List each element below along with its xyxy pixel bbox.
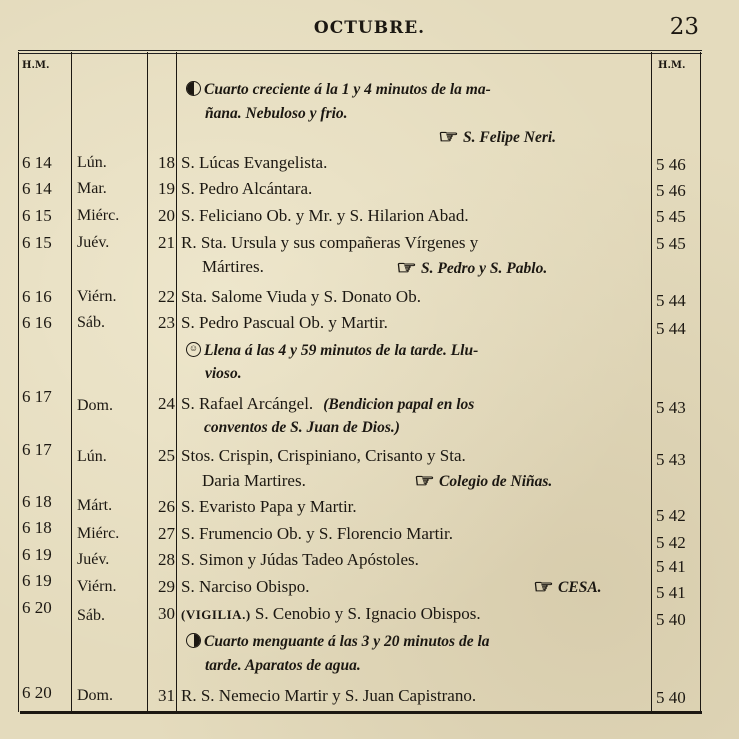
sunset-time: 5 46 [656, 155, 686, 174]
moon-phase-note: ☺ Llena á las 4 y 59 minutos de la tarde. Llu- [186, 341, 478, 361]
saint-entry-cont: conventos de S. Juan de Dios.) [204, 419, 400, 436]
sunset-time: 5 40 [656, 688, 686, 707]
sunset-time: 5 45 [656, 234, 686, 253]
full-moon-icon: ☺ [186, 342, 201, 357]
sunrise-time: 6 19 [22, 545, 52, 564]
day-number: 18 [158, 153, 175, 172]
column-divider [651, 52, 652, 712]
column-divider [176, 52, 177, 712]
first-quarter-moon-icon [186, 81, 201, 96]
day-number: 22 [158, 287, 175, 306]
weekday: Mar. [77, 180, 107, 197]
sunset-time: 5 40 [656, 610, 686, 629]
pointing-hand-icon: ☞ [414, 471, 435, 492]
pointing-hand-icon: ☞ [396, 258, 417, 279]
month-title: OCTUBRE. [313, 18, 426, 38]
sunrise-time: 6 14 [22, 179, 52, 198]
last-quarter-moon-icon [186, 633, 201, 648]
pointing-hand-icon: ☞ [533, 577, 554, 598]
weekday: Sáb. [77, 314, 105, 331]
day-number: 26 [158, 497, 175, 516]
day-number: 21 [158, 233, 175, 252]
saint-entry: Sta. Salome Viuda y S. Donato Ob. [181, 287, 421, 306]
day-number: 31 [158, 686, 175, 705]
sunrise-time: 6 14 [22, 153, 52, 172]
moon-phase-note-cont: vioso. [205, 365, 242, 382]
saint-entry: S. Frumencio Ob. y S. Florencio Martir. [181, 524, 453, 543]
sunrise-time: 6 20 [22, 683, 52, 702]
saint-entry: S. Narciso Obispo. [181, 577, 310, 596]
day-number: 29 [158, 577, 175, 596]
column-divider [18, 52, 19, 712]
sunrise-time: 6 18 [22, 518, 52, 537]
sunset-time: 5 42 [656, 533, 686, 552]
sunrise-time: 6 16 [22, 313, 52, 332]
feast-note: ☞ CESA. [533, 577, 602, 598]
sunrise-time: 6 17 [22, 440, 52, 459]
weekday: Juév. [77, 234, 110, 251]
day-number: 23 [158, 313, 175, 332]
saint-entry: R. Sta. Ursula y sus compañeras Vírgenes y [181, 233, 479, 252]
weekday: Viérn. [77, 578, 117, 595]
saint-entry: S. Simon y Júdas Tadeo Apóstoles. [181, 550, 419, 569]
moon-phase-note: Cuarto menguante á las 3 y 20 minutos de la [186, 632, 490, 652]
moon-phase-note-cont: tarde. Aparatos de agua. [205, 657, 361, 674]
saint-entry: S. Pedro Pascual Ob. y Martir. [181, 313, 388, 332]
sunrise-time: 6 15 [22, 233, 52, 252]
saint-entry-cont: Mártires. [202, 257, 264, 276]
day-number: 30 [158, 604, 175, 623]
sunrise-time: 6 19 [22, 571, 52, 590]
saint-entry: S. Feliciano Ob. y Mr. y S. Hilarion Abad. [181, 206, 469, 225]
column-divider [147, 52, 148, 712]
weekday: Viérn. [77, 288, 117, 305]
day-number: 28 [158, 550, 175, 569]
top-rule-secondary [18, 53, 702, 54]
weekday: Dom. [77, 397, 113, 414]
saint-entry: S. Rafael Arcángel. (Bendicion papal en los [181, 394, 475, 413]
sunset-time: 5 44 [656, 319, 686, 338]
weekday: Miérc. [77, 207, 120, 224]
weekday: Márt. [77, 497, 113, 514]
top-rule [18, 50, 702, 51]
day-number: 19 [158, 179, 175, 198]
sunset-header: H.M. [658, 60, 686, 71]
day-number: 20 [158, 206, 175, 225]
day-number: 27 [158, 524, 175, 543]
sunrise-time: 6 17 [22, 387, 52, 406]
moon-phase-note: Cuarto creciente á la 1 y 4 minutos de la ma- [186, 80, 491, 100]
feast-note: ☞ Colegio de Niñas. [414, 471, 553, 492]
weekday: Juév. [77, 551, 110, 568]
weekday: Lún. [77, 154, 107, 171]
feast-note: ☞ S. Felipe Neri. [438, 127, 557, 148]
sunset-time: 5 46 [656, 181, 686, 200]
sunrise-time: 6 16 [22, 287, 52, 306]
sunrise-time: 6 18 [22, 492, 52, 511]
day-number: 25 [158, 446, 175, 465]
saint-entry: R. S. Nemecio Martir y S. Juan Capistrano. [181, 686, 477, 705]
day-number: 24 [158, 394, 175, 413]
saint-entry: S. Lúcas Evangelista. [181, 153, 328, 172]
sunrise-time: 6 15 [22, 206, 52, 225]
sunrise-time: 6 20 [22, 598, 52, 617]
feast-note: ☞ S. Pedro y S. Pablo. [396, 258, 548, 279]
moon-phase-note-cont: ñana. Nebuloso y frio. [205, 105, 348, 122]
sunrise-header: H.M. [22, 60, 50, 71]
pointing-hand-icon: ☞ [438, 127, 459, 148]
bottom-rule [20, 711, 702, 714]
sunset-time: 5 45 [656, 207, 686, 226]
weekday: Dom. [77, 687, 113, 704]
weekday: Sáb. [77, 607, 105, 624]
saint-entry: Stos. Crispin, Crispiniano, Crisanto y Sta. [181, 446, 466, 465]
weekday: Miérc. [77, 525, 120, 542]
sunset-time: 5 41 [656, 583, 686, 602]
saint-entry-cont: Daria Martires. [202, 471, 306, 490]
saint-entry: S. Pedro Alcántara. [181, 179, 313, 198]
sunset-time: 5 44 [656, 291, 686, 310]
sunset-time: 5 43 [656, 398, 686, 417]
sunset-time: 5 43 [656, 450, 686, 469]
sunset-time: 5 41 [656, 557, 686, 576]
page-number: 23 [669, 14, 699, 40]
sunset-time: 5 42 [656, 506, 686, 525]
weekday: Lún. [77, 448, 107, 465]
saint-entry: S. Evaristo Papa y Martir. [181, 497, 357, 516]
saint-entry: (VIGILIA.) S. Cenobio y S. Ignacio Obispos. [181, 604, 481, 623]
